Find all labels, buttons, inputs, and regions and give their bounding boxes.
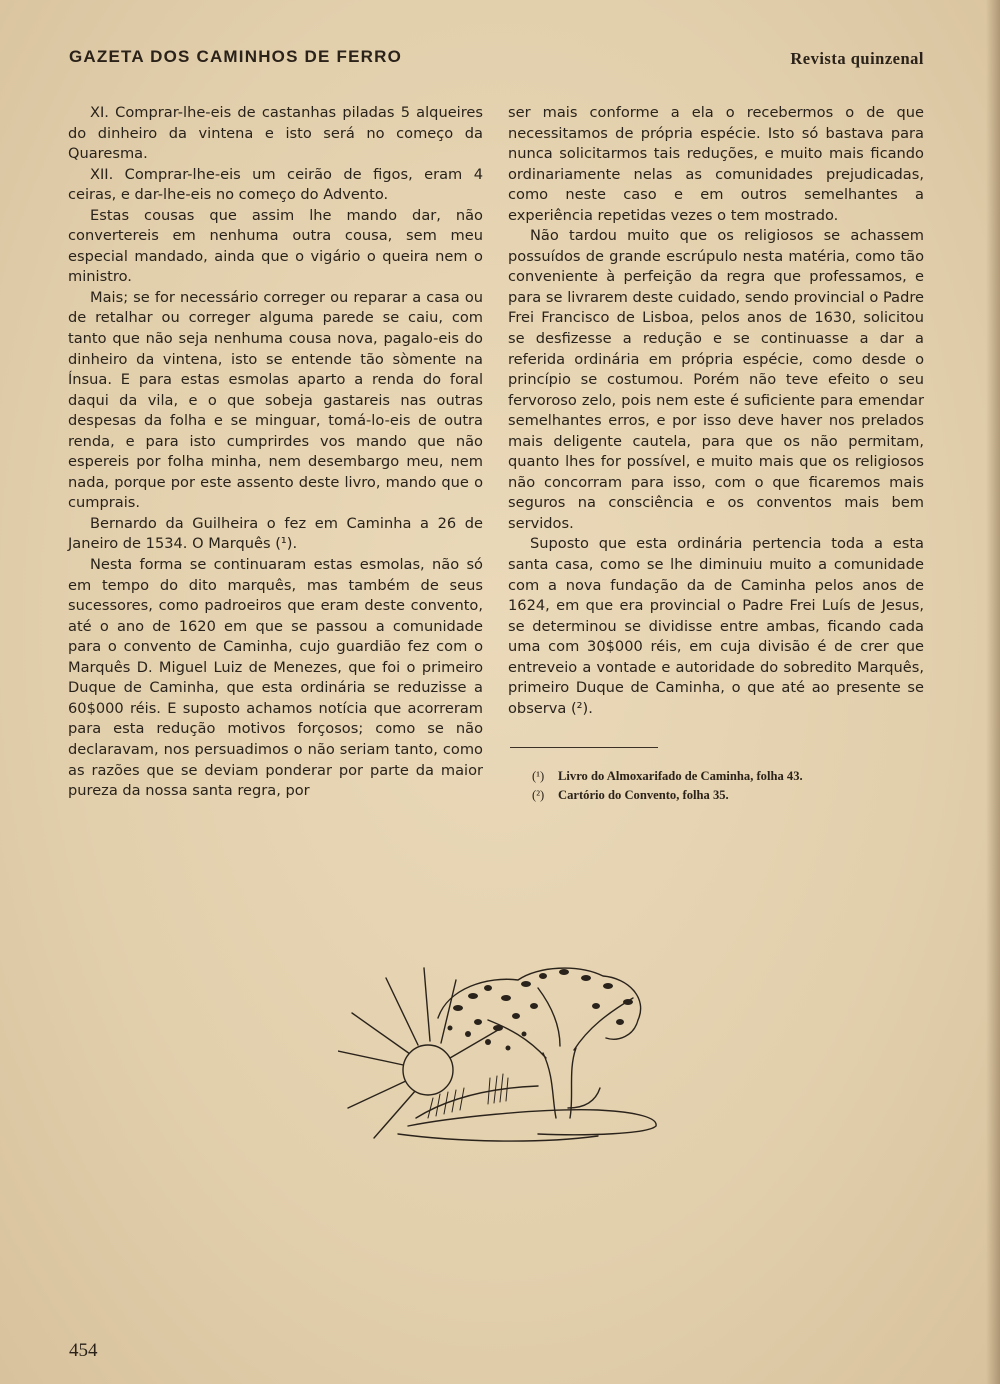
page-number: 454	[69, 1340, 98, 1361]
footnote	[532, 786, 920, 805]
tree-and-sun-vignette-icon	[338, 958, 668, 1148]
footnote-divider	[510, 747, 658, 748]
paragraph: Mais; se for necessário correger ou reparar a casa ou de retalhar ou correger alguma parede se caiu, com tanto que não seja nenhuma cousa nova, pagalo-eis do dinheiro da vintena, isto se entende tão sòmente na Ínsua. E para estas esmolas aparto a renda do foral daqui da vila, e o que sobeja gastareis nas outras despesas da folha e se minguar, tomá-lo-eis de outra renda, e para isto cumprirdes vos mando que não espereis por folha minha, nem desembargo meu, nem nada, porque por este assento deste livro, mando que o cumprais.	[68, 288, 483, 512]
sun-circle	[403, 1045, 453, 1095]
footnote-text: Cartório do Convento, folha 35.	[558, 788, 729, 802]
right-text-column	[508, 103, 924, 719]
foliage-leaves	[448, 969, 634, 1051]
paragraph: Estas cousas que assim lhe mando dar, não convertereis em nenhuma outra cousa, sem meu especial mandado, ainda que o vigário o queira nem o ministro.	[68, 206, 483, 286]
footnote-text: Livro do Almoxarifado de Caminha, folha 43.	[558, 769, 803, 783]
paragraph: XII. Comprar-lhe-eis um ceirão de figos, eram 4 ceiras, e dar-lhe-eis no começo do Advento.	[68, 165, 483, 204]
foliage-outline	[438, 968, 641, 1039]
publication-title: GAZETA DOS CAMINHOS DE FERRO	[69, 47, 402, 66]
footnote-mark: (²)	[532, 788, 545, 802]
paragraph: Nesta forma se continuaram estas esmolas, não só em tempo do dito marquês, mas também de seus sucessores, como padroeiros que eram deste convento, até o ano de 1620 em que se passou a comunidade para o convento de Caminha, cujo guardião fez com o Marquês D. Miguel Luiz de Menezes, que foi o primeiro Duque de Caminha, que esta ordinária se reduzisse a 60$000 réis. E suposto achamos notícia que acorreram para esta redução motivos forçosos; como se não declaravam, nos persuadimos o não seriam tanto, como as razões que se deviam ponderar por parte da maior pureza da nossa santa regra, por	[68, 556, 483, 800]
footnotes	[532, 767, 920, 805]
tree-root	[568, 1088, 600, 1108]
paragraph: XI. Comprar-lhe-eis de castanhas piladas 5 alqueires do dinheiro da vintena e isto será no começo da Quaresma.	[68, 104, 483, 163]
footnote-mark: (¹)	[532, 769, 545, 783]
footnote	[532, 767, 920, 786]
paragraph: Bernardo da Guilheira o fez em Caminha a 26 de Janeiro de 1534. O Marquês (¹).	[68, 514, 483, 553]
paragraph: ser mais conforme a ela o recebermos o de que necessitamos de própria espécie. Isto só bastava para nunca solicitarmos tais reduções, e muito mais ficando ordinariamente nelas as comunidades prejudicadas, como neste caso e em outros semelhantes a experiência repetidas vezes o tem mostrado.	[508, 104, 924, 224]
publication-subtitle: Revista quinzenal	[790, 49, 924, 68]
paragraph: Não tardou muito que os religiosos se achassem possuídos de grande escrúpulo nesta matéria, como tão conveniente à perfeição da regra que professamos, e para se livrarem deste cuidado, sendo provincial o Padre Frei Francisco de Lisboa, pelos anos de 1630, solicitou se desfizesse a redução e se continuasse a dar a referida ordinária em própria espécie, como desde o princípio se costumou. Porém não teve efeito o seu fervoroso zelo, pois nem este é suficiente para emendar semelhantes erros, e por isso deve haver nos prelados mais deligente cautela, para que os não permitam, quanto lhes for possível, e muito mais que os religiosos não concorram para isso, com o que ficaremos mais seguros na consciência e os conventos mais bem servidos.	[508, 227, 924, 532]
paragraph: Suposto que esta ordinária pertencia toda a esta santa casa, como se lhe diminuiu muito a comunidade com a nova fundação da de Caminha pelos anos de 1624, em que era provincial o Padre Frei Luís de Jesus, se determinou se dividisse entre ambas, ficando cada uma com 30$000 réis, em cuja divisão é de crer que entreveio a vontade e autoridade do sobredito Marquês, primeiro Duque de Caminha, o que até ao presente se observa (²).	[508, 535, 924, 717]
page-edge-shadow	[986, 0, 1000, 1384]
left-text-column	[68, 103, 483, 802]
ground-line	[408, 1110, 656, 1135]
